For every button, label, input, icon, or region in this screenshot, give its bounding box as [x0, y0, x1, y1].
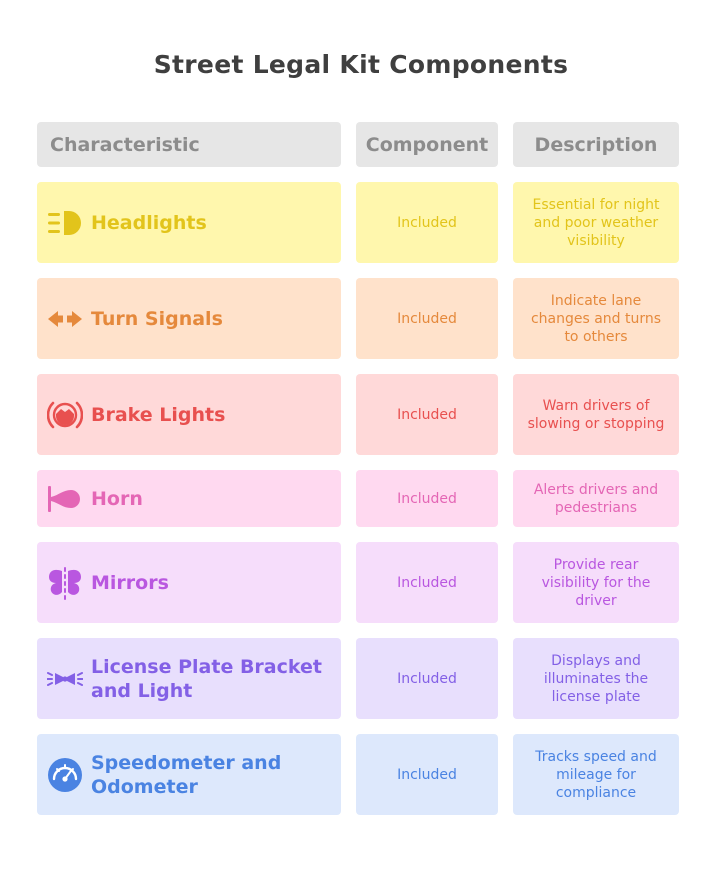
row-turn-signals-description: Indicate lane changes and turns to others	[513, 278, 679, 359]
row-brake-lights-characteristic	[37, 374, 341, 455]
header-description: Description	[513, 122, 679, 167]
speedometer-icon	[47, 757, 83, 793]
row-headlights-component: Included	[356, 182, 498, 263]
horn-icon	[47, 481, 83, 517]
row-headlights-description: Essential for night and poor weather visibility	[513, 182, 679, 263]
header-component: Component	[356, 122, 498, 167]
row-speedometer-component: Included	[356, 734, 498, 815]
row-speedometer-description: Tracks speed and mileage for compliance	[513, 734, 679, 815]
row-speedometer-characteristic	[37, 734, 341, 815]
characteristic-label: Headlights	[91, 211, 207, 234]
row-license-plate-characteristic	[37, 638, 341, 719]
row-turn-signals-characteristic	[37, 278, 341, 359]
row-mirrors-component: Included	[356, 542, 498, 623]
plate-light-icon	[47, 661, 83, 697]
characteristic-label: Brake Lights	[91, 403, 226, 426]
components-table	[37, 122, 679, 815]
characteristic-label: Turn Signals	[91, 307, 223, 330]
characteristic-label: License Plate Bracket and Light	[91, 655, 322, 702]
row-turn-signals-component: Included	[356, 278, 498, 359]
row-brake-lights-component: Included	[356, 374, 498, 455]
row-mirrors-description: Provide rear visibility for the driver	[513, 542, 679, 623]
row-headlights-characteristic	[37, 182, 341, 263]
header-characteristic: Characteristic	[37, 122, 341, 167]
headlight-icon	[47, 205, 83, 241]
row-horn-description: Alerts drivers and pedestrians	[513, 470, 679, 527]
brake-warning-icon	[47, 397, 83, 433]
row-mirrors-characteristic	[37, 542, 341, 623]
characteristic-label: Mirrors	[91, 571, 169, 594]
row-horn-characteristic	[37, 470, 341, 527]
row-horn-component: Included	[356, 470, 498, 527]
row-license-plate-component: Included	[356, 638, 498, 719]
row-brake-lights-description: Warn drivers of slowing or stopping	[513, 374, 679, 455]
mirror-reflection-icon	[47, 565, 83, 601]
diagram-title: Street Legal Kit Components	[153, 50, 569, 79]
characteristic-label: Horn	[91, 487, 143, 510]
turn-signal-arrows-icon	[47, 301, 83, 337]
row-license-plate-description: Displays and illuminates the license plate	[513, 638, 679, 719]
characteristic-label: Speedometer and Odometer	[91, 751, 282, 798]
